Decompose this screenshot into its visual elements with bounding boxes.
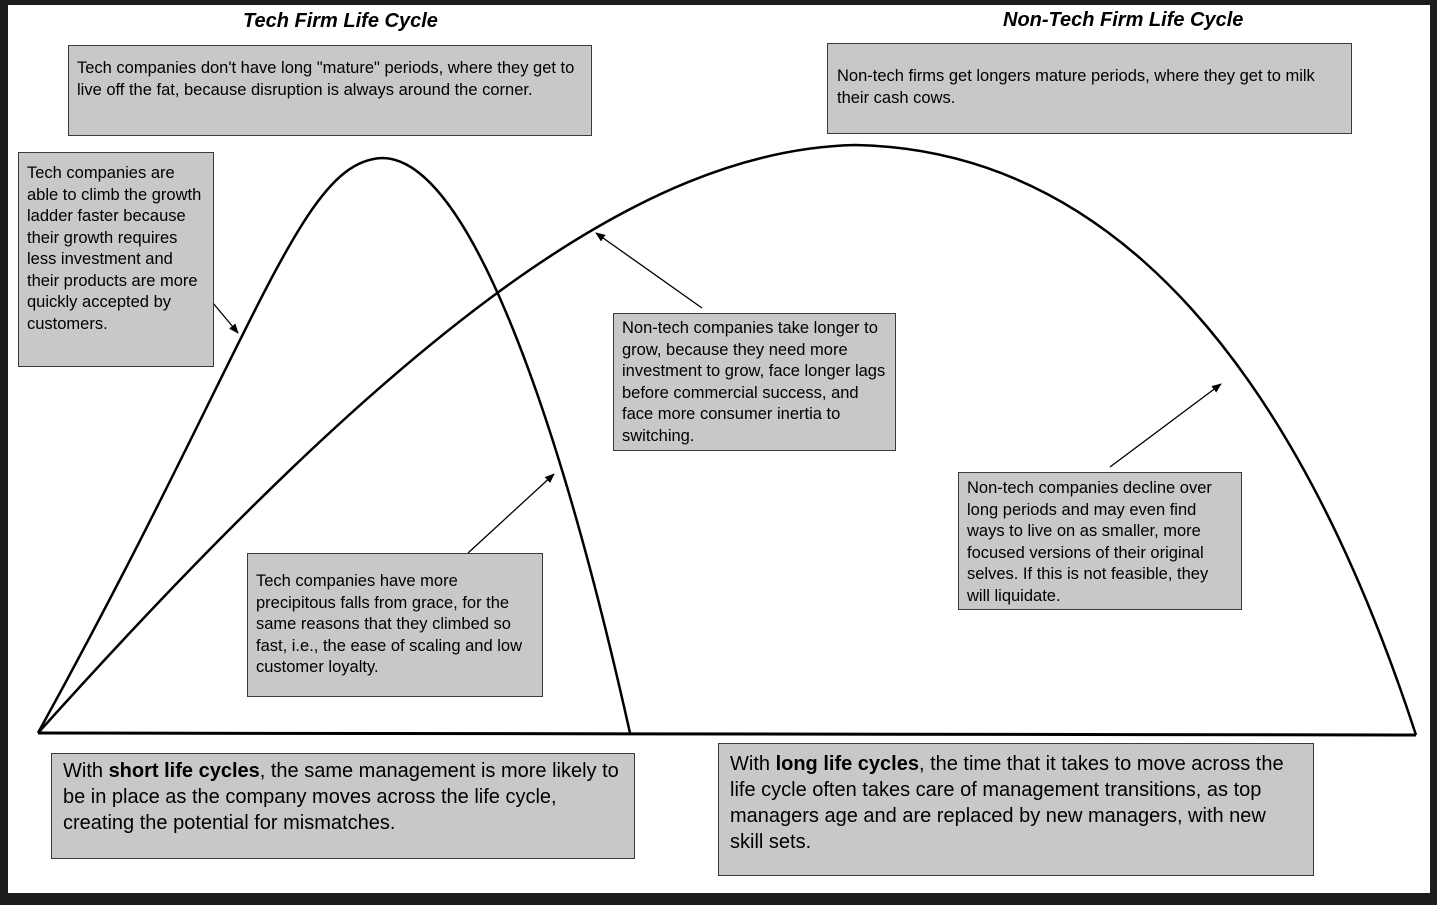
note-short-life-cycles [51, 753, 635, 859]
note-tech-growth: Tech companies are able to climb the growth ladder faster because their growth requires less investment and their products are more quickly accepted by customers. [18, 152, 214, 367]
baseline-axis [38, 733, 1416, 735]
short-life-cycles-bold: short life cycles [108, 760, 260, 782]
short-life-cycles-post: , the same management is more likely to be in place as the company moves across the life cycle, creating the potential for mismatches. [63, 760, 619, 834]
long-life-cycles-post: , the time that it takes to move across the life cycle often takes care of management transitions, as top managers age and are replaced by new managers, with new skill sets. [730, 753, 1284, 853]
note-nontech-mature: Non-tech firms get longers mature periods, where they get to milk their cash cows. [827, 43, 1352, 134]
note-long-life-cycles [718, 743, 1314, 876]
short-life-cycles-pre: With [63, 760, 109, 782]
note-tech-mature: Tech companies don't have long "mature" periods, where they get to live off the fat, because disruption is always around the corner. [68, 45, 592, 136]
note-nontech-decline: Non-tech companies decline over long periods and may even find ways to live on as smaller, more focused versions of their original selves. If this is not feasible, they will liquidate. [958, 472, 1242, 610]
long-life-cycles-pre: With [730, 753, 776, 775]
arrow-tech-growth [213, 303, 238, 333]
arrow-nontech-growth [596, 233, 702, 308]
arrow-nontech-decline [1110, 384, 1221, 467]
long-life-cycles-bold: long life cycles [775, 753, 919, 775]
note-nontech-growth: Non-tech companies take longer to grow, because they need more investment to grow, face longer lags before commercial success, and face more consumer inertia to switching. [613, 313, 896, 451]
tech-cycle-title: Tech Firm Life Cycle [243, 10, 438, 32]
nontech-cycle-title: Non-Tech Firm Life Cycle [1003, 9, 1244, 31]
note-tech-fall: Tech companies have more precipitous falls from grace, for the same reasons that they climbed so fast, i.e., the ease of scaling and low customer loyalty. [247, 553, 543, 697]
arrow-tech-fall [468, 474, 554, 553]
